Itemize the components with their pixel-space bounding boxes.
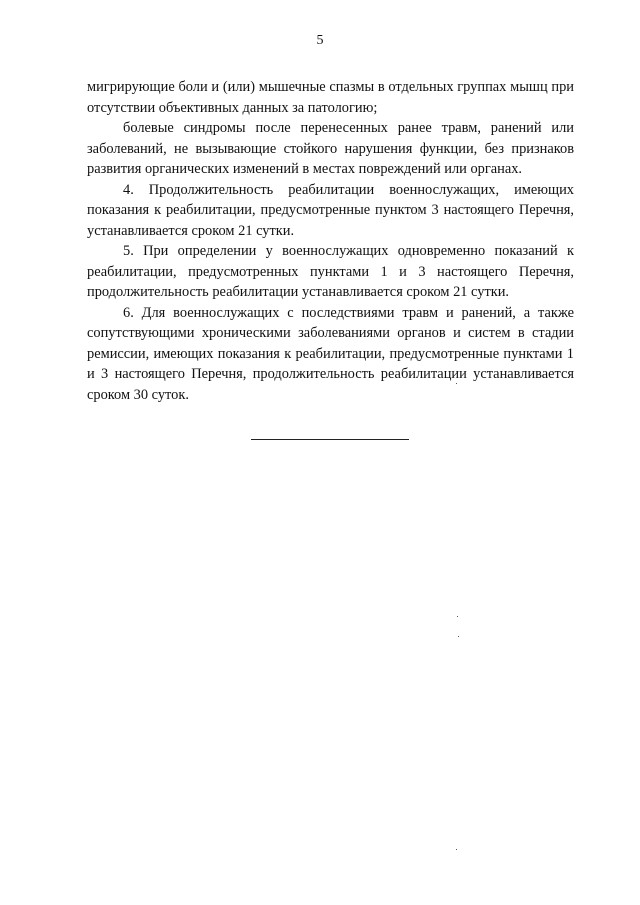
paragraph-item-6: 6. Для военнослужащих с последствиями травм и ранений, а также сопутствующими хроническими заболеваниями органов и систем в стадии ремиссии, имеющих показания к реабилитации, предусмотренные пунктами 1 и 3 настоящего Перечня, продолжительность реабилитации устанавливается сроком 30 суток. [87,304,574,403]
paragraph-continuation: мигрирующие боли и (или) мышечные спазмы в отдельных группах мышц при отсутствии объективных данных за патологию; [87,79,574,116]
document-body [87,77,574,405]
paragraph-pain-syndromes: болевые синдромы после перенесенных ранее травм, ранений или заболеваний, не вызывающие стойкого нарушения функции, без признаков развития органических изменений в местах повреждений или органах. [87,120,574,177]
end-separator-line [251,439,409,440]
scan-speck [456,383,457,384]
paragraph-item-5: 5. При определении у военнослужащих одновременно показаний к реабилитации, предусмотренных пунктами 1 и 3 настоящего Перечня, продолжительность реабилитации устанавливается сроком 21 сутки. [87,243,574,300]
scan-speck [456,849,457,850]
scan-speck [458,636,459,637]
page-number: 5 [316,33,324,48]
paragraph-item-4: 4. Продолжительность реабилитации военнослужащих, имеющих показания к реабилитации, предусмотренные пунктом 3 настоящего Перечня, устанавливается сроком 21 сутки. [87,181,574,239]
scan-speck [457,616,458,617]
